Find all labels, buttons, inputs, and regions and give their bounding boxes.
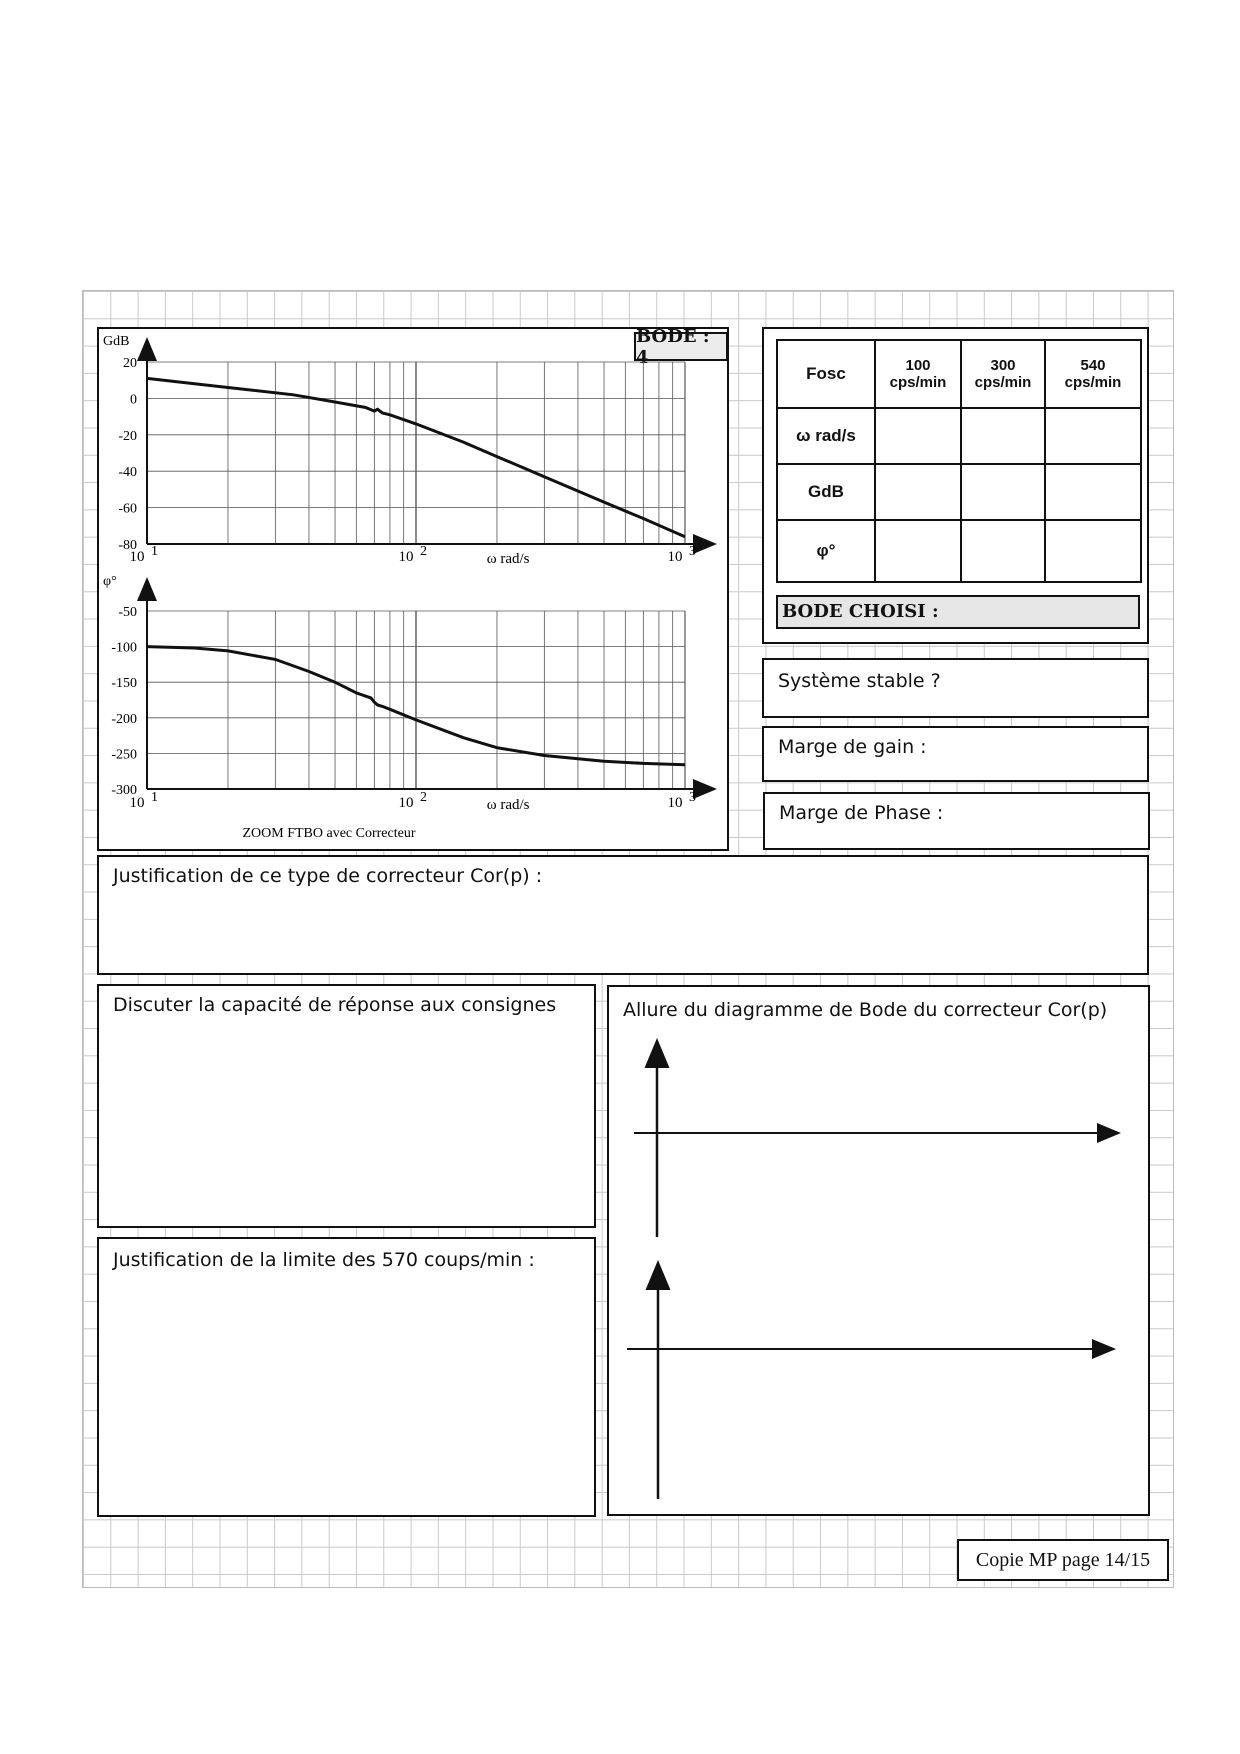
osc-cell[interactable] xyxy=(875,520,961,582)
phase-x-decade: 10 xyxy=(667,795,683,811)
bode-number-tag: BODE : 4 xyxy=(634,332,728,361)
gain-x-decade: 10 xyxy=(398,549,414,565)
gain-x-exponent: 1 xyxy=(151,544,158,559)
osc-header-fosc: Fosc xyxy=(777,340,875,408)
gain-x-decade: 10 xyxy=(129,549,145,565)
osc-header-540: 540 cps/min xyxy=(1045,340,1141,408)
phase-y-tick: -250 xyxy=(111,747,137,763)
gain-y-tick: 20 xyxy=(123,356,137,371)
osc-header-100: 100 cps/min xyxy=(875,340,961,408)
osc-row-gdb: GdB xyxy=(777,464,875,520)
osc-cell[interactable] xyxy=(1045,520,1141,582)
osc-cell[interactable] xyxy=(875,408,961,464)
osc-cell[interactable] xyxy=(961,408,1045,464)
page-footer: Copie MP page 14/15 xyxy=(957,1539,1169,1581)
limit-label: Justification de la limite des 570 coups/min : xyxy=(113,1249,535,1271)
allure-label: Allure du diagramme de Bode du correcteur Cor(p) xyxy=(623,999,1108,1021)
bode-caption: ZOOM FTBO avec Correcteur xyxy=(242,826,416,841)
osc-header-300: 300 cps/min xyxy=(961,340,1045,408)
phase-y-tick: -300 xyxy=(111,783,137,798)
phase-x-exponent: 1 xyxy=(151,790,158,805)
gain-margin-label: Marge de gain : xyxy=(778,736,927,758)
osc-cell[interactable] xyxy=(961,464,1045,520)
gain-y-tick: -80 xyxy=(118,538,137,553)
allure-axes xyxy=(609,987,1148,1514)
phase-y-tick: -50 xyxy=(118,605,137,620)
discuss-label: Discuter la capacité de réponse aux consignes xyxy=(113,994,557,1016)
osc-table-panel xyxy=(762,327,1149,644)
phase-x-exponent: 3 xyxy=(689,790,696,805)
justification-corr-label: Justification de ce type de correcteur Cor(p) : xyxy=(113,865,543,887)
gain-x-decade: 10 xyxy=(667,549,683,565)
phase-x-exponent: 2 xyxy=(420,790,427,805)
bode-choisi-field[interactable]: BODE CHOISI : xyxy=(776,595,1140,629)
gain-x-exponent: 2 xyxy=(420,544,427,559)
justification-corr-box[interactable] xyxy=(97,855,1149,975)
gain-x-label: ω rad/s xyxy=(486,551,530,567)
gain-y-tick: -20 xyxy=(118,428,137,444)
osc-cell[interactable] xyxy=(1045,464,1141,520)
stable-question-box[interactable] xyxy=(762,658,1149,718)
phase-x-decade: 10 xyxy=(398,795,414,811)
phase-x-decade: 10 xyxy=(129,795,145,811)
limit-box[interactable] xyxy=(97,1237,596,1517)
phase-y-tick: -150 xyxy=(111,676,137,692)
phase-y-tick: -100 xyxy=(111,640,137,656)
phase-margin-label: Marge de Phase : xyxy=(779,802,944,824)
phase-y-label: φ° xyxy=(103,574,117,589)
phase-x-label: ω rad/s xyxy=(486,797,530,813)
gain-y-label: GdB xyxy=(103,334,130,349)
osc-cell[interactable] xyxy=(961,520,1045,582)
osc-table xyxy=(776,339,1142,583)
osc-cell[interactable] xyxy=(1045,408,1141,464)
gain-y-tick: -60 xyxy=(118,501,137,517)
osc-cell[interactable] xyxy=(875,464,961,520)
allure-box[interactable] xyxy=(607,985,1150,1516)
bode-panel xyxy=(97,327,729,851)
stable-question: Système stable ? xyxy=(778,670,941,692)
phase-y-tick: -200 xyxy=(111,711,137,727)
discuss-box[interactable] xyxy=(97,984,596,1228)
phase-margin-box[interactable] xyxy=(763,792,1150,850)
osc-row-phi: φ° xyxy=(777,520,875,582)
gain-y-tick: 0 xyxy=(130,392,137,408)
bode-plots xyxy=(99,329,727,849)
gain-y-tick: -40 xyxy=(118,465,137,481)
gain-x-exponent: 3 xyxy=(689,544,696,559)
gain-margin-box[interactable] xyxy=(762,726,1149,782)
osc-row-omega: ω rad/s xyxy=(777,408,875,464)
